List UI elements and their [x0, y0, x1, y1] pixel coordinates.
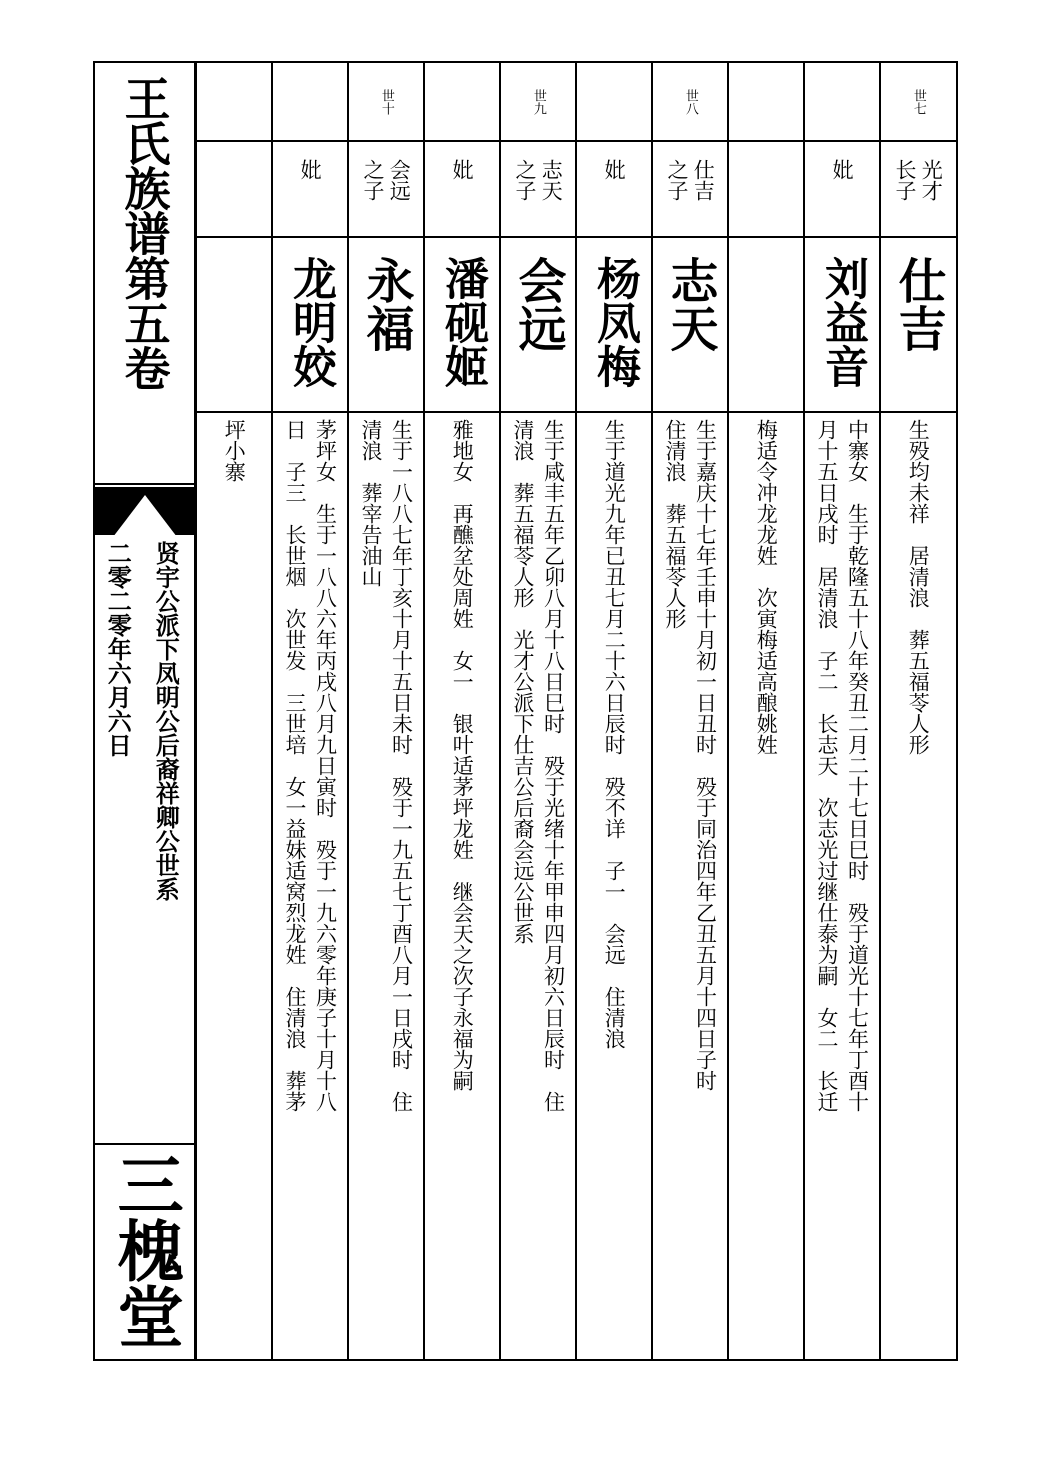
biography-text: 梅适令冲龙龙姓 次寅梅适高酿姚姓	[754, 419, 779, 755]
person-name: 龙明姣	[285, 256, 336, 388]
hall-divider	[95, 1143, 194, 1145]
person-name: 志天	[662, 256, 718, 352]
main-title: 王氏族谱第五卷	[117, 75, 172, 390]
genealogy-column	[271, 63, 347, 1359]
genealogy-page	[93, 61, 958, 1361]
biography-text: 中寨女 生于乾隆五十八年癸丑二月二十七日巳时 殁于道光十七年丁酉十 月十五日戌时 居清浪 子二 长志天 次志光过继仕泰为嗣 女二 长迁	[815, 419, 870, 1112]
lineage-subtitle: 贤宇公派下凤明公后裔祥卿公世系	[151, 541, 181, 901]
person-name: 会远	[510, 256, 566, 352]
person-name: 潘砚姬	[437, 256, 488, 388]
relation-note: 妣	[830, 159, 855, 180]
genealogy-column	[195, 63, 271, 1359]
person-name: 刘益音	[817, 256, 868, 388]
biography-text: 坪小寨	[222, 419, 247, 482]
genealogy-column	[575, 63, 651, 1359]
biography-text: 雅地女 再醮坌处周姓 女一 银叶适茅坪龙姓 继会天之次子永福为嗣	[450, 419, 475, 1091]
hall-name: 三槐堂	[106, 1151, 184, 1349]
generation-label: 世十	[378, 89, 394, 115]
genealogy-column	[727, 63, 803, 1359]
relation-note: 妣	[450, 159, 475, 180]
person-name: 仕吉	[890, 256, 946, 352]
relation-note: 会远 之子	[361, 159, 412, 201]
title-panel	[95, 63, 196, 1359]
relation-note: 志天 之子	[513, 159, 564, 201]
genealogy-column	[423, 63, 499, 1359]
biography-text: 茅坪女 生于一八八六年丙戌八月九日寅时 殁于一九六零年庚子十月十八 日 子三 长世烟 次世发 三世培 女一益妹适窝烈龙姓 住清浪 葬茅	[283, 419, 338, 1112]
biography-text: 生于一八八七年丁亥十月十五日未时 殁于一九五七丁酉八月一日戌时 住 清浪 葬宰告油山	[359, 419, 414, 1112]
person-name: 杨凤梅	[589, 256, 640, 388]
generation-label: 世九	[530, 89, 546, 115]
generation-label: 世八	[682, 89, 698, 115]
publish-date: 二零二零年六月六日	[103, 541, 133, 757]
black-banner-ornament	[95, 487, 194, 535]
relation-note: 妣	[298, 159, 323, 180]
genealogy-column	[803, 63, 879, 1359]
relation-note: 仕吉 之子	[665, 159, 716, 201]
genealogy-column	[651, 63, 727, 1359]
genealogy-column	[879, 63, 955, 1359]
relation-note: 妣	[602, 159, 627, 180]
genealogy-column	[347, 63, 423, 1359]
person-name: 永福	[358, 256, 414, 352]
relation-note: 光才 长子	[893, 159, 944, 201]
biography-text: 生于咸丰五年乙卯八月十八日巳时 殁于光绪十年甲申四月初六日辰时 住 清浪 葬五福苓人形 光才公派下仕吉公后裔会远公世系	[511, 419, 566, 1112]
biography-text: 生殁均未祥 居清浪 葬五福苓人形	[906, 419, 931, 755]
biography-text: 生于嘉庆十七年壬申十月初一日丑时 殁于同治四年乙丑五月十四日子时 住清浪 葬五福苓人形	[663, 419, 718, 1091]
genealogy-column	[499, 63, 575, 1359]
generation-label: 世七	[910, 89, 926, 115]
title-divider	[95, 483, 194, 485]
banner-notch-shape	[113, 495, 177, 535]
biography-text: 生于道光九年已丑七月二十六日辰时 殁不详 子一 会远 住清浪	[602, 419, 627, 1049]
